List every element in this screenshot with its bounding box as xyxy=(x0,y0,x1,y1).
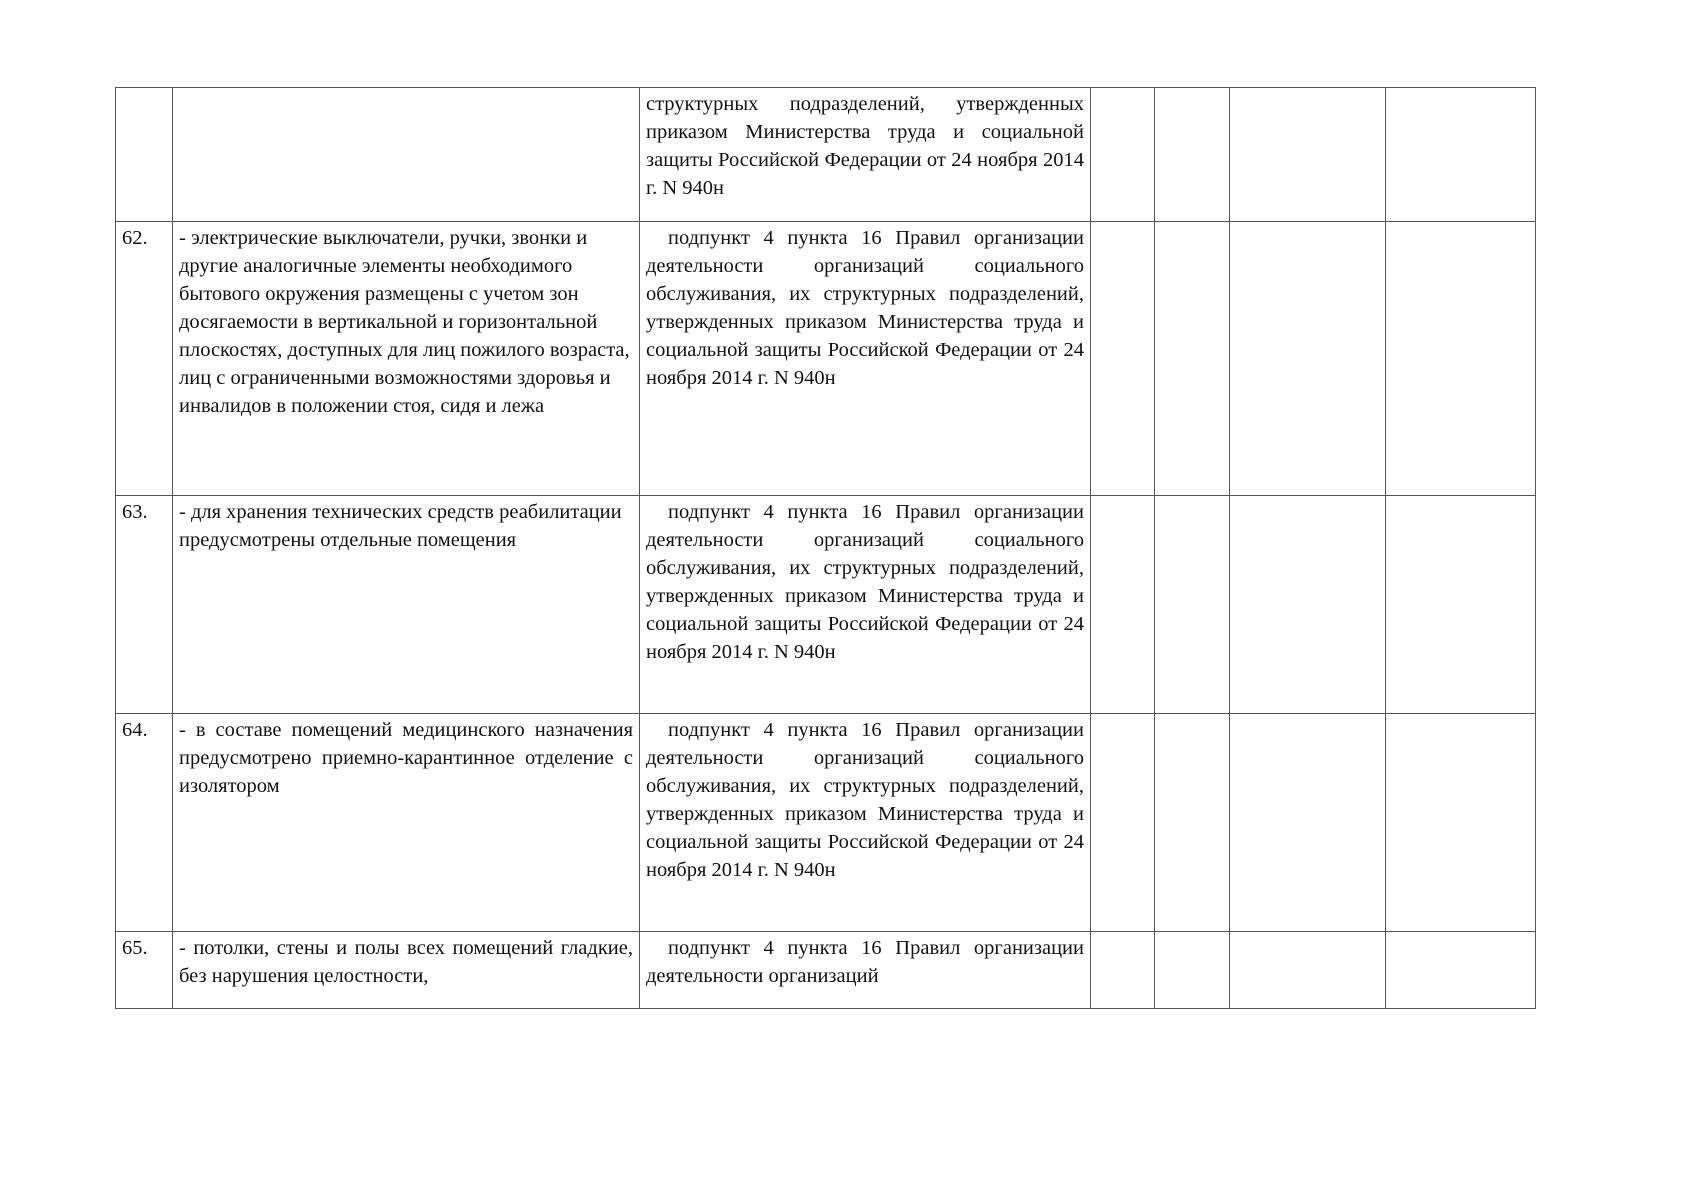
answer-no-cell xyxy=(1155,714,1230,932)
table-row xyxy=(116,88,1536,222)
answer-na-cell xyxy=(1230,932,1386,1009)
requirement-text: - потолки, стены и полы всех помещений гладкие, без нарушения целостности, xyxy=(173,932,640,1009)
table-body xyxy=(116,88,1536,1009)
requirement-text: - для хранения технических средств реабилитации предусмотрены отдельные помещения xyxy=(173,496,640,714)
table-row xyxy=(116,932,1536,1009)
answer-na-cell xyxy=(1230,714,1386,932)
requirement-text xyxy=(173,88,640,222)
answer-no-cell xyxy=(1155,932,1230,1009)
legal-reference-text: подпункт 4 пункта 16 Правил организации деятельности организаций социального обслуживания, их структурных подразделений, утвержденных приказом Министерства труда и социальной защиты Российской Федерации от 24 ноября 2014 г. N 940н xyxy=(640,714,1091,932)
legal-reference-text: подпункт 4 пункта 16 Правил организации деятельности организаций xyxy=(640,932,1091,1009)
row-number: 63. xyxy=(116,496,173,714)
answer-no-cell xyxy=(1155,496,1230,714)
notes-cell xyxy=(1386,714,1536,932)
answer-yes-cell xyxy=(1091,88,1155,222)
answer-no-cell xyxy=(1155,88,1230,222)
row-number xyxy=(116,88,173,222)
legal-reference-text: структурных подразделений, утвержденных приказом Министерства труда и социальной защиты Российской Федерации от 24 ноября 2014 г. N 940н xyxy=(640,88,1091,222)
requirement-text: - в составе помещений медицинского назначения предусмотрено приемно-карантинное отделение с изолятором xyxy=(173,714,640,932)
answer-na-cell xyxy=(1230,222,1386,496)
row-number: 64. xyxy=(116,714,173,932)
table-row xyxy=(116,496,1536,714)
answer-no-cell xyxy=(1155,222,1230,496)
row-number: 62. xyxy=(116,222,173,496)
answer-yes-cell xyxy=(1091,714,1155,932)
row-number: 65. xyxy=(116,932,173,1009)
answer-na-cell xyxy=(1230,496,1386,714)
notes-cell xyxy=(1386,88,1536,222)
legal-reference-text: подпункт 4 пункта 16 Правил организации деятельности организаций социального обслуживания, их структурных подразделений, утвержденных приказом Министерства труда и социальной защиты Российской Федерации от 24 ноября 2014 г. N 940н xyxy=(640,496,1091,714)
answer-na-cell xyxy=(1230,88,1386,222)
answer-yes-cell xyxy=(1091,496,1155,714)
answer-yes-cell xyxy=(1091,222,1155,496)
answer-yes-cell xyxy=(1091,932,1155,1009)
checklist-table xyxy=(115,87,1536,1009)
notes-cell xyxy=(1386,932,1536,1009)
table-row xyxy=(116,714,1536,932)
table-row xyxy=(116,222,1536,496)
legal-reference-text: подпункт 4 пункта 16 Правил организации деятельности организаций социального обслуживания, их структурных подразделений, утвержденных приказом Министерства труда и социальной защиты Российской Федерации от 24 ноября 2014 г. N 940н xyxy=(640,222,1091,496)
notes-cell xyxy=(1386,222,1536,496)
notes-cell xyxy=(1386,496,1536,714)
requirement-text: - электрические выключатели, ручки, звонки и другие аналогичные элементы необходимого бытового окружения размещены с учетом зон досягаемости в вертикальной и горизонтальной плоскостях, доступных для лиц пожилого возраста, лиц с ограниченными возможностями здоровья и инвалидов в положении стоя, сидя и лежа xyxy=(173,222,640,496)
